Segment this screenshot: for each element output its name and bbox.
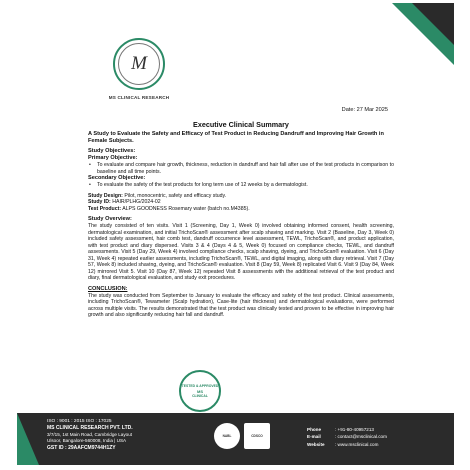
primary-objective-list <box>88 162 394 175</box>
overview-text: The study consisted of ten visits. Visit 1 (Screening, Day 1, Week 0) involved obtaining informed consent, health screening, dermatological examination, and initial TrichoScan® assessment after scalp shaving and marking. Visit 2 (Baseline, Day 3, Week 0) included safety assessment, hair comb test, dandruff occurrence level assessment, TEWL, TrichoScan®, and product application, with test product and diary dispersed. Visits 3 & 4 (Days 4 & 5, Week 0) focused on compliance checks, TEWL, and dandruff assessments. Visit 5 (Day 29, Week 4) involved compliance checks, scalp shaving, dyeing, and TrichoScan® evaluation. Visit 6 (Day 31, Week 4) repeated earlier assessments, including TrichoScan®, TEWL, and digital imaging, along with diary retrieval. Visit 7 (Day 57, Week 8) included shaving, dyeing, and TrichoScan® evaluation. Visit 8 (Day 59, Week 8) replicated Visit 6. Visit 9 (Day 84, Week 12) mirrored Visit 5. Visit 10 (Day 87, Week 12) repeated Visit 8 assessments with the additional retrieval of the test product and diary, final dermatological evaluation, and study exit procedures. <box>88 223 394 282</box>
footer-company-info <box>47 419 133 451</box>
iso-certifications: ISO : 9001 : 2015 ISO : 17025 <box>47 419 112 424</box>
list-item: • To evaluate and compare hair growth, thickness, reduction in dandruff and hair fall after use of the test products in comparison to baseline and all time points. <box>88 162 394 175</box>
logo-monogram: M <box>118 43 160 85</box>
test-product-label: Test Product: <box>88 205 122 212</box>
document-date: Date: 27 Mar 2025 <box>341 107 388 113</box>
conclusion-heading: CONCLUSION: <box>88 285 128 292</box>
approval-seal <box>179 370 221 412</box>
footer-gst: GST ID : 29AAFCM9744H1ZY <box>47 444 116 451</box>
seal-top-text: TESTED & APPROVED <box>181 384 219 389</box>
footer-contact <box>307 426 387 448</box>
footer-address-line2: Ulsoor, Bangalore-560008, India | USA <box>47 438 127 444</box>
document-title: Executive Clinical Summary <box>193 120 289 129</box>
list-item: • To evaluate the safety of the test products for long term use of 12 weeks by a dermatologist. <box>88 182 394 189</box>
test-product-value: ALPS GOODNESS Rosemary water (batch no.M4385). <box>122 205 250 212</box>
study-id-value: HAIR/PLHG/2024-02 <box>112 199 161 206</box>
footer-company-name: MS CLINICAL RESEARCH PVT. LTD. <box>47 425 133 432</box>
overview-heading: Study Overview: <box>88 216 132 223</box>
study-design-label: Study Design: <box>88 192 123 199</box>
accreditation-badges <box>214 423 270 449</box>
conclusion-text: The study was conducted from September to January to evaluate the efficacy and safety of the test product. Clinical assessments, including TrichoScan®, Tewameter (Scalp hydration), Case-lite (hair thickness) and dermatological evaluations, were performed across multiple visits. The results demonstrated that the test product was clinically tested and proven to be effective in improving hair growth and also significantly reducing hair fall and dandruff. <box>88 292 394 319</box>
primary-objective-heading: Primary Objective: <box>88 155 138 162</box>
phone-label: Phone <box>307 427 322 432</box>
email-label: E-mail <box>307 434 321 440</box>
company-logo <box>113 38 165 90</box>
footer-bar <box>17 413 454 465</box>
corner-accent-dark <box>412 3 454 45</box>
document-body <box>88 120 394 319</box>
secondary-objective-heading: Secondary Objective: <box>88 175 146 182</box>
objectives-heading: Study Objectives: <box>88 148 136 155</box>
secondary-objective-list <box>88 182 394 189</box>
website-value[interactable]: : www.msclinical.com <box>335 441 379 447</box>
footer-accent <box>17 413 39 465</box>
footer-address-line1: 3/7/15, 1st Main Road, Cambridge Layout <box>47 432 133 438</box>
footer-website <box>307 441 387 448</box>
study-id-label: Study ID: <box>88 199 111 206</box>
footer-email <box>307 433 387 440</box>
document-page <box>17 3 454 465</box>
study-design-value: Pilot, monocentric, safety and efficacy study. <box>124 192 227 199</box>
document-subtitle: A Study to Evaluate the Safety and Efficacy of Test Product in Reducing Dandruff and Improving Hair Growth in Female Subjects. <box>88 131 384 144</box>
seal-monogram: MS <box>197 388 203 394</box>
website-label: Website <box>307 441 325 447</box>
seal-bottom-text: CLINICAL <box>192 393 208 398</box>
footer-phone <box>307 426 387 433</box>
cdsco-badge: CDSCO <box>244 423 270 449</box>
nabl-badge: NABL <box>214 423 240 449</box>
email-value[interactable]: : contact@msclinical.com <box>335 434 387 440</box>
brand-name: MS CLINICAL RESEARCH <box>108 95 170 100</box>
phone-value[interactable]: : +91-80-40957213 <box>335 427 374 432</box>
